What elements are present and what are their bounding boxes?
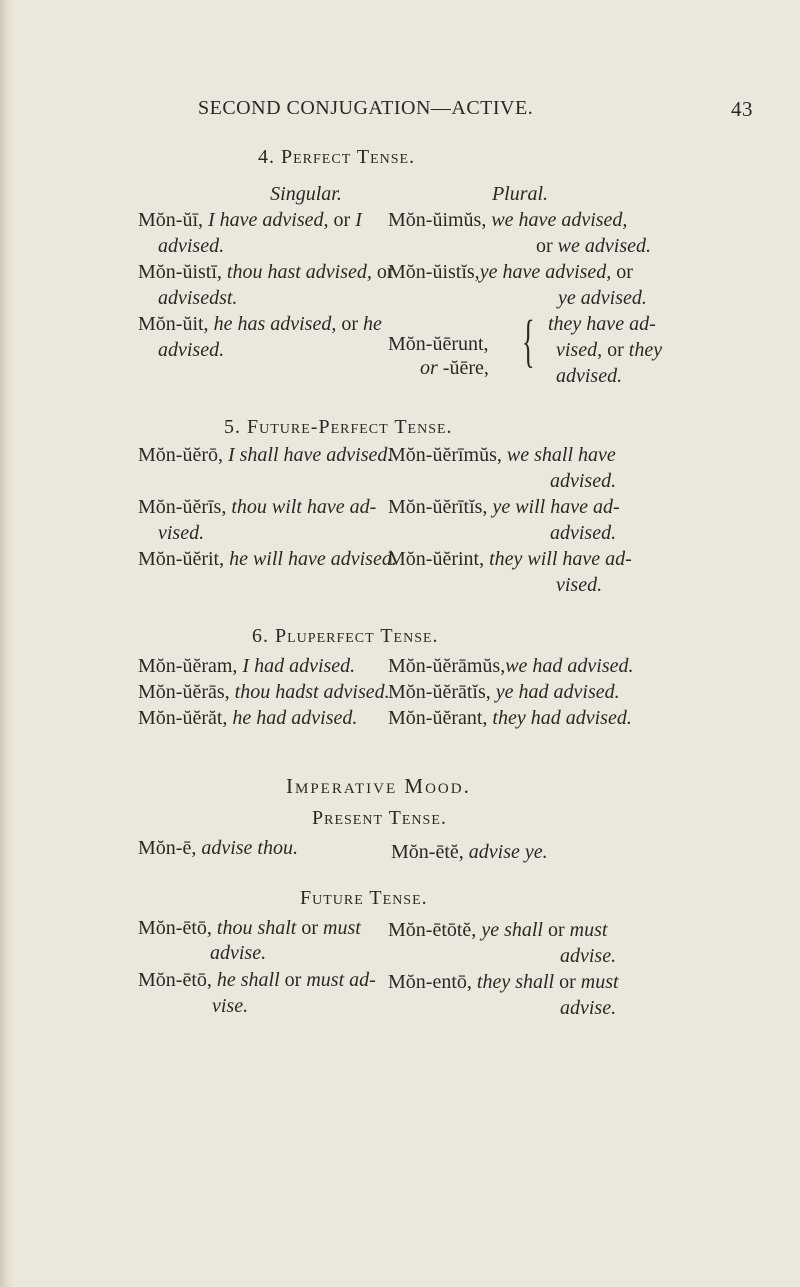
perfect-s2-cont: advisedst. bbox=[158, 287, 238, 309]
imperative-future-p1-translation-b: must bbox=[569, 919, 608, 941]
pluperfect-p2 bbox=[388, 680, 620, 704]
future-perfect-p1-cont: advised. bbox=[550, 470, 617, 492]
imperative-heading: Imperative Mood. bbox=[286, 774, 471, 798]
perfect-p1-cont: we advised. bbox=[557, 235, 651, 257]
imperative-future-p2-form: Mŏn-entō, bbox=[388, 971, 472, 993]
imperative-future-p2-translation-b: must bbox=[580, 971, 619, 993]
perfect-p3-trans-3: advised. bbox=[556, 365, 623, 387]
pluperfect-heading: 6. Pluperfect Tense. bbox=[252, 625, 439, 647]
perfect-s2-form: Mŏn-ŭistī, bbox=[138, 261, 222, 283]
pluperfect-p3 bbox=[388, 706, 632, 730]
perfect-p2-or: or bbox=[611, 261, 633, 283]
perfect-s3-or: or bbox=[336, 313, 363, 335]
future-perfect-p2-translation: ye will have ad- bbox=[492, 496, 620, 518]
perfect-p3-alt: -ŭēre, bbox=[437, 357, 489, 379]
future-perfect-s3-translation: he will have advised. bbox=[229, 548, 397, 570]
imperative-future-s2-form: Mŏn-ētō, bbox=[138, 969, 212, 991]
imperative-future-s2 bbox=[138, 968, 376, 992]
future-perfect-p2-cont: advised. bbox=[550, 522, 617, 544]
future-perfect-s3-form: Mŏn-ŭĕrit, bbox=[138, 548, 225, 570]
pluperfect-s2-form: Mŏn-ŭĕrās, bbox=[138, 681, 230, 703]
pluperfect-s3 bbox=[138, 706, 357, 730]
imperative-future-s2-translation: he shall bbox=[216, 969, 280, 991]
pluperfect-p3-form: Mŏn-ŭĕrant, bbox=[388, 707, 488, 729]
imperative-future-s1-form: Mŏn-ētō, bbox=[138, 917, 212, 939]
imperative-future-s2-translation-b: must ad- bbox=[306, 969, 376, 991]
perfect-p2-translation: ye have advised, bbox=[479, 261, 612, 283]
page-gutter-edge bbox=[0, 0, 14, 1287]
imperative-future-p2-cont: advise. bbox=[560, 997, 617, 1019]
imperative-future-p1 bbox=[388, 918, 607, 942]
perfect-p3-alt-line bbox=[420, 356, 489, 380]
future-perfect-p2 bbox=[388, 495, 620, 519]
imperative-future-p1-or: or bbox=[542, 919, 570, 941]
pluperfect-s2-translation: thou hadst advised. bbox=[234, 681, 390, 703]
perfect-p1-cont-line bbox=[536, 234, 651, 258]
perfect-p3-trans-1: they have ad- bbox=[548, 313, 656, 335]
imperative-present-s-translation: advise thou. bbox=[201, 837, 298, 859]
pluperfect-s1-translation: I had advised. bbox=[242, 655, 356, 677]
imperative-future-s1-or: or bbox=[296, 917, 324, 939]
perfect-p1-translation: we have advised, bbox=[491, 209, 628, 231]
future-perfect-heading: 5. Future-Perfect Tense. bbox=[224, 416, 453, 438]
perfect-s3-form: Mŏn-ŭit, bbox=[138, 313, 209, 335]
pluperfect-s3-translation: he had advised. bbox=[232, 707, 358, 729]
imperative-future-heading: Future Tense. bbox=[300, 887, 428, 909]
perfect-s1 bbox=[138, 208, 362, 232]
running-header: SECOND CONJUGATION—ACTIVE. bbox=[198, 97, 534, 119]
imperative-future-s1 bbox=[138, 916, 361, 940]
future-perfect-s2-form: Mŏn-ŭĕrīs, bbox=[138, 496, 227, 518]
perfect-s3-translation: he has advised, bbox=[213, 313, 337, 335]
perfect-p3-form: Mŏn-ŭērunt, bbox=[388, 333, 489, 355]
imperative-future-p1-translation: ye shall bbox=[481, 919, 543, 941]
future-perfect-p2-form: Mŏn-ŭĕrītĭs, bbox=[388, 496, 488, 518]
imperative-present-p-form: Mŏn-ētĕ, bbox=[391, 841, 464, 863]
singular-label: Singular. bbox=[270, 183, 342, 205]
future-perfect-s2-translation: thou wilt have ad- bbox=[231, 496, 377, 518]
imperative-present-p-translation: advise ye. bbox=[468, 841, 548, 863]
pluperfect-p2-form: Mŏn-ŭĕrātĭs, bbox=[388, 681, 491, 703]
pluperfect-s2 bbox=[138, 680, 390, 704]
imperative-future-s2-or: or bbox=[279, 969, 307, 991]
perfect-p3-brace: { bbox=[522, 308, 535, 373]
future-perfect-s3 bbox=[138, 547, 397, 571]
perfect-p1-or: or bbox=[536, 235, 558, 257]
perfect-s2 bbox=[138, 260, 394, 284]
imperative-future-p2-translation: they shall bbox=[476, 971, 555, 993]
perfect-s2-translation: thou hast advised, bbox=[226, 261, 372, 283]
page-number: 43 bbox=[731, 97, 753, 121]
pluperfect-s3-form: Mŏn-ŭĕrăt, bbox=[138, 707, 228, 729]
imperative-future-s1-cont: advise. bbox=[210, 942, 267, 964]
perfect-p3-trans-2-or: or bbox=[602, 339, 629, 361]
imperative-present-heading: Present Tense. bbox=[312, 807, 447, 829]
future-perfect-p1-translation: we shall have bbox=[506, 444, 616, 466]
perfect-tense-heading: 4. Perfect Tense. bbox=[258, 146, 416, 168]
imperative-future-p2 bbox=[388, 970, 619, 994]
perfect-p2 bbox=[388, 260, 633, 284]
future-perfect-s2-cont: vised. bbox=[158, 522, 205, 544]
imperative-present-p bbox=[391, 840, 548, 864]
perfect-p3-trans-2a: vised, bbox=[556, 339, 603, 361]
pluperfect-s1 bbox=[138, 654, 355, 678]
perfect-p1 bbox=[388, 208, 627, 232]
imperative-present-s bbox=[138, 836, 298, 860]
perfect-p3-trans-2 bbox=[556, 338, 662, 362]
imperative-future-p1-cont: advise. bbox=[560, 945, 617, 967]
plural-label: Plural. bbox=[491, 183, 549, 205]
pluperfect-p1-translation: we had advised. bbox=[505, 655, 634, 677]
future-perfect-p3-form: Mŏn-ŭĕrint, bbox=[388, 548, 485, 570]
perfect-s2-or: or bbox=[371, 261, 394, 283]
perfect-s3-translation-b: he bbox=[363, 313, 382, 335]
pluperfect-p3-translation: they had advised. bbox=[492, 707, 632, 729]
perfect-p2-cont: ye advised. bbox=[558, 287, 647, 309]
imperative-future-s1-translation-b: must bbox=[323, 917, 361, 939]
perfect-p3-trans-2b: they bbox=[628, 339, 663, 361]
future-perfect-p3-cont: vised. bbox=[556, 574, 603, 596]
perfect-s1-translation-b: I bbox=[355, 209, 362, 231]
future-perfect-p3-translation: they will have ad- bbox=[489, 548, 632, 570]
perfect-s1-or: or bbox=[328, 209, 356, 231]
future-perfect-p3 bbox=[388, 547, 632, 571]
imperative-future-p2-or: or bbox=[554, 971, 581, 993]
perfect-p2-form: Mŏn-ŭistĭs, bbox=[388, 261, 480, 283]
perfect-s3-cont: advised. bbox=[158, 339, 225, 361]
perfect-p1-form: Mŏn-ŭimŭs, bbox=[388, 209, 487, 231]
perfect-s1-form: Mŏn-ŭī, bbox=[138, 209, 203, 231]
future-perfect-s1-form: Mŏn-ŭĕrō, bbox=[138, 444, 223, 466]
pluperfect-s1-form: Mŏn-ŭĕram, bbox=[138, 655, 238, 677]
pluperfect-p1 bbox=[388, 654, 634, 678]
imperative-present-s-form: Mŏn-ē, bbox=[138, 837, 197, 859]
pluperfect-p1-form: Mŏn-ŭĕrāmŭs, bbox=[388, 655, 506, 677]
imperative-future-p1-form: Mŏn-ētōtĕ, bbox=[388, 919, 477, 941]
perfect-s3 bbox=[138, 312, 382, 336]
future-perfect-p1 bbox=[388, 443, 616, 467]
perfect-p3-or: or bbox=[420, 357, 438, 379]
imperative-future-s2-cont: vise. bbox=[212, 995, 249, 1017]
pluperfect-p2-translation: ye had advised. bbox=[495, 681, 620, 703]
future-perfect-p1-form: Mŏn-ŭĕrīmŭs, bbox=[388, 444, 502, 466]
perfect-s1-translation: I have advised, bbox=[208, 209, 329, 231]
future-perfect-s1-translation: I shall have advised. bbox=[227, 444, 393, 466]
future-perfect-s2 bbox=[138, 495, 376, 519]
imperative-future-s1-translation: thou shalt bbox=[216, 917, 297, 939]
perfect-s1-cont: advised. bbox=[158, 235, 225, 257]
future-perfect-s1 bbox=[138, 443, 392, 467]
